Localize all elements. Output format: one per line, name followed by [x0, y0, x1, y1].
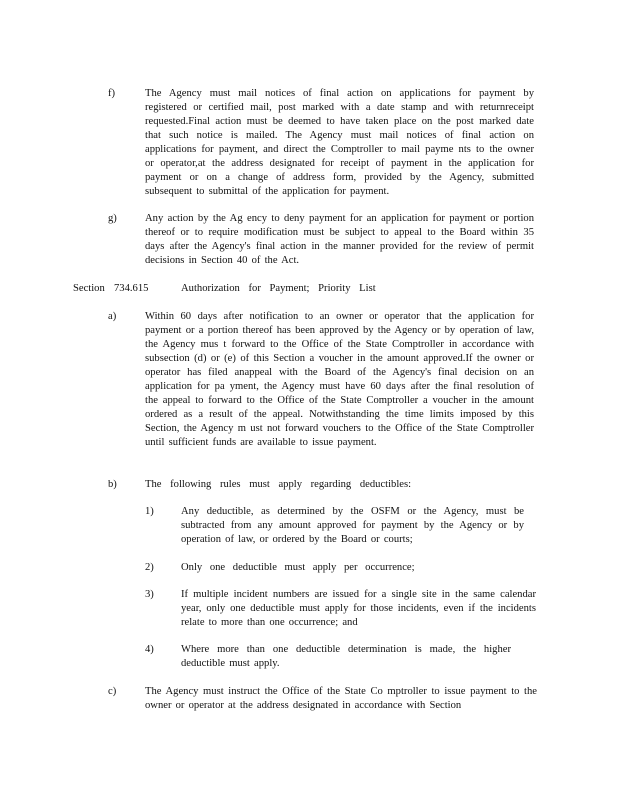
item-c-marker: c)	[108, 686, 117, 697]
subitem-4-text: Where more than one deductible determination is made, the higher deductible must apply.	[181, 644, 511, 669]
item-g-text: Any action by the Ag ency to deny payment for an application for payment or portion thereof or to require modification must be subject to appeal to the Board within 35 days after the Agency's final action in the manner provided for the review of permit decisions in Section 40 of the Act.	[145, 213, 534, 266]
item-a-text: Within 60 days after notification to an owner or operator that the application for payment or a portion thereof has been approved by the Agency or by operation of law, the Agency mus t forward to the Office of the State Comptroller in accordance with subsection (d) or (e) of this Section a voucher in the amount approved.If the owner or operator has filed anappeal with the Board of the Agency's final decision on an application for pa yment, the Agency must have 60 days after the final resolution of the appeal to forward to the Office of the State Comptroller a voucher in the amount ordered as a result of the appeal. Notwithstanding the time limits imposed by this Section, the Agency m ust not forward vouchers to the Office of the State Comptroller until sufficient funds are available to issue payment.	[145, 311, 534, 448]
subitem-1-text: Any deductible, as determined by the OSFM or the Agency, must be subtracted from any amount approved for payment by the Agency or by operation of law, or ordered by the Board or courts;	[181, 506, 524, 545]
item-g-marker: g)	[108, 213, 117, 224]
item-b-text: The following rules must apply regarding deductibles:	[145, 479, 412, 490]
subitem-3-text: If multiple incident numbers are issued for a single site in the same calendar year, only one deductible must apply for those incidents, even if the incidents relate to more than one occurrence; and	[181, 589, 536, 628]
item-c-text: The Agency must instruct the Office of the State Co mptroller to issue payment to the owner or operator at the address designated in accordance with Section	[145, 686, 537, 711]
subitem-3-marker: 3)	[145, 589, 154, 600]
section-title: Authorization for Payment; Priority List	[181, 283, 376, 294]
subitem-1-marker: 1)	[145, 506, 154, 517]
item-f-text: The Agency must mail notices of final action on applications for payment by registered or certified mail, post marked with a date stamp and with returnreceipt requested.Final action must be deemed to have taken place on the post marked date that such notice is mailed. The Agency must mail notices of final action on applications for payment, and direct the Comptroller to mail payme nts to the owner or operator,at the address designated for receipt of payment in the application for payment or on a change of address form, provided by the Agency, submitted subsequent to submittal of the application for payment.	[145, 88, 534, 197]
subitem-2-marker: 2)	[145, 562, 154, 573]
subitem-4-marker: 4)	[145, 644, 154, 655]
item-f-marker: f)	[108, 88, 116, 99]
subitem-2-text: Only one deductible must apply per occurrence;	[181, 562, 415, 573]
item-a-marker: a)	[108, 311, 117, 322]
section-label: Section	[73, 283, 105, 294]
section-number: 734.615	[114, 283, 149, 294]
item-b-marker: b)	[108, 479, 117, 490]
